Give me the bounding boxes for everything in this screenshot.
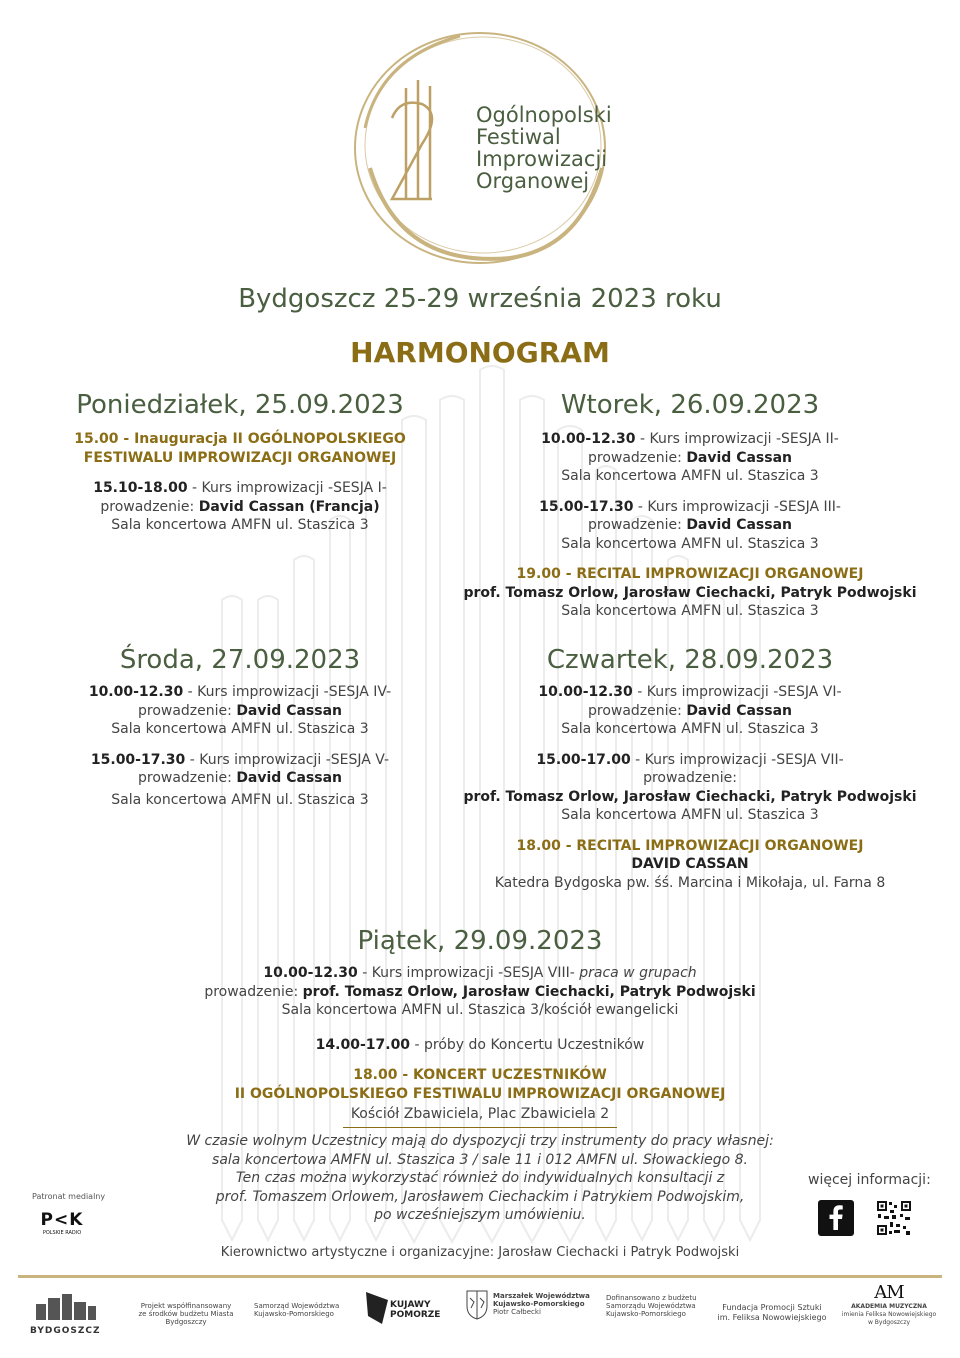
- sponsor-text: Marszałek Województwa: [493, 1292, 590, 1300]
- akademia-mark: AM: [874, 1282, 904, 1303]
- event-line: [40, 479, 440, 498]
- day-wednesday: [40, 645, 440, 809]
- sponsor-text: AKADEMIA MUZYCZNA: [851, 1303, 927, 1310]
- event-desc: - Kurs improwizacji -SESJA VI-: [632, 684, 842, 700]
- event-place: Sala koncertowa AMFN ul. Staszica 3/kościół ewangelicki: [281, 1002, 679, 1018]
- note-line: po wcześniejszym umówieniu.: [374, 1207, 586, 1223]
- sponsor-text: imienia Feliksa Nowowiejskiego: [841, 1311, 937, 1318]
- qr-code-icon[interactable]: [876, 1200, 912, 1236]
- event-line: [40, 683, 440, 702]
- patron-label: Patronat medialny: [32, 1192, 106, 1201]
- sponsor-text: Kujawsko-Pomorskiego: [606, 1310, 686, 1318]
- day-heading: Poniedziałek, 25.09.2023: [76, 390, 404, 420]
- event-people: prof. Tomasz Orlow, Jarosław Ciechacki, Patryk Podwojski: [463, 584, 917, 601]
- event-line: [0, 983, 960, 1002]
- event-people: DAVID CASSAN: [631, 856, 749, 872]
- note-line: prof. Tomaszem Orlowem, Jarosławem Ciechackim i Patrykiem Podwojskim,: [215, 1188, 745, 1205]
- bydgoszcz-wordmark: BYDGOSZCZ: [30, 1326, 101, 1336]
- event-time: 15.00-17.30: [539, 498, 634, 515]
- day-friday: [0, 926, 960, 1128]
- kujawy-pomorze-logo: [362, 1288, 452, 1328]
- sponsor-text: Dofinansowano z budżetu: [606, 1294, 697, 1302]
- festival-logo-text: [476, 104, 612, 192]
- sponsor-text: Samorządu Województwa: [606, 1302, 696, 1310]
- event-place: Sala koncertowa AMFN ul. Staszica 3: [561, 721, 819, 737]
- bydgoszcz-emblem-icon: [30, 1290, 100, 1322]
- event-title: 15.00 - Inauguracja II OGÓLNOPOLSKIEGO: [74, 431, 406, 447]
- page-subtitle: Bydgoszcz 25-29 września 2023 roku: [238, 284, 722, 314]
- coat-of-arms-icon: [466, 1290, 488, 1320]
- event-place: Sala koncertowa AMFN ul. Staszica 3: [561, 535, 819, 552]
- event-time: 10.00-12.30: [263, 965, 358, 981]
- event-time: 15.00-17.30: [90, 751, 186, 768]
- lead-label: prowadzenie:: [204, 983, 303, 1000]
- patron-logo-mark: P<K: [40, 1210, 84, 1230]
- event-line: [460, 683, 920, 702]
- lead-name: David Cassan: [686, 702, 793, 719]
- sponsor-text: Samorząd Województwa: [254, 1302, 340, 1310]
- logo-line-2: Festiwal: [476, 125, 561, 149]
- polskie-radio-logo: [40, 1210, 84, 1236]
- artistic-direction: Kierownictwo artystyczne i organizacyjne: Jarosław Ciechacki i Patryk Podwojski: [220, 1245, 740, 1260]
- lead-label: prowadzenie:: [643, 770, 737, 786]
- event-place: Sala koncertowa AMFN ul. Staszica 3: [111, 791, 369, 808]
- event-time: 14.00-17.00: [315, 1036, 411, 1053]
- lead-label: prowadzenie:: [137, 702, 237, 719]
- event-desc: - Kurs improwizacji -SESJA VIII-: [357, 965, 580, 981]
- footer-divider: [18, 1275, 942, 1278]
- sponsor-text: POMORZE: [390, 1310, 441, 1320]
- event-place: Sala koncertowa AMFN ul. Staszica 3: [561, 468, 819, 484]
- lead-name: prof. Tomasz Orlow, Jarosław Ciechacki, Patryk Podwojski: [463, 788, 917, 805]
- kujawy-emblem-icon: [362, 1290, 392, 1326]
- lead-label: prowadzenie:: [100, 498, 199, 515]
- event-title: 18.00 - KONCERT UCZESTNIKÓW: [353, 1067, 607, 1083]
- sponsor-text: Piotr Całbecki: [493, 1308, 541, 1316]
- event-line: [460, 430, 920, 449]
- event-place: Sala koncertowa AMFN ul. Staszica 3: [561, 603, 819, 619]
- event-line: [460, 516, 920, 535]
- event-place: Kościół Zbawiciela, Plac Zbawiciela 2: [343, 1105, 617, 1128]
- event-line: [40, 498, 440, 517]
- event-place: Sala koncertowa AMFN ul. Staszica 3: [111, 517, 369, 533]
- lead-name: David Cassan: [686, 517, 793, 533]
- day-monday: [40, 390, 440, 535]
- day-tuesday: [460, 390, 920, 621]
- sponsor-text: ze środków budżetu Miasta Bydgoszczy: [138, 1310, 234, 1326]
- day-heading: Piątek, 29.09.2023: [357, 926, 603, 956]
- sponsor-fundacja: [716, 1303, 828, 1323]
- event-desc: - Kurs improwizacji -SESJA IV-: [183, 684, 392, 700]
- akademia-logo: [834, 1282, 944, 1327]
- event-title: 19.00 - RECITAL IMPROWIZACJI ORGANOWEJ: [516, 566, 864, 582]
- event-line: [460, 449, 920, 468]
- event-place: Katedra Bydgoska pw. śś. Marcina i Mikołaja, ul. Farna 8: [494, 874, 886, 891]
- lead-label: prowadzenie:: [587, 449, 687, 466]
- event-line: [40, 751, 440, 770]
- lead-name: David Cassan: [686, 449, 793, 466]
- event-time: 10.00-12.30: [88, 684, 184, 700]
- event-desc: - próby do Koncertu Uczestników: [410, 1036, 645, 1053]
- lead-name: prof. Tomasz Orlow, Jarosław Ciechacki, Patryk Podwojski: [302, 983, 756, 1000]
- event-desc: - Kurs improwizacji -SESJA VII-: [630, 751, 844, 768]
- event-place: Sala koncertowa AMFN ul. Staszica 3: [111, 721, 369, 737]
- day-thursday: [460, 645, 920, 892]
- event-title: 18.00 - RECITAL IMPROWIZACJI ORGANOWEJ: [516, 837, 864, 854]
- logo-line-3: Improwizacji: [476, 147, 608, 171]
- event-time: 10.00-12.30: [541, 431, 636, 447]
- logo-line-4: Organowej: [476, 169, 590, 193]
- event-line: [0, 964, 960, 983]
- lead-label: prowadzenie:: [587, 517, 687, 533]
- event-time: 15.10-18.00: [93, 480, 188, 496]
- sponsor-text: Kujawsko-Pomorskiego: [493, 1300, 585, 1308]
- logo-number: [384, 84, 385, 85]
- sponsor-text: Fundacja Promocji Sztuki: [722, 1303, 822, 1312]
- lead-label: prowadzenie:: [137, 770, 237, 786]
- event-line: [460, 498, 920, 517]
- sponsor-project: [126, 1302, 246, 1326]
- facebook-icon[interactable]: [818, 1200, 854, 1236]
- note-line: sala koncertowa AMFN ul. Staszica 3 / sale 11 i 012 AMFN ul. Słowackiego 8.: [212, 1151, 748, 1168]
- event-title: FESTIWALU IMPROWIZACJI ORGANOWEJ: [83, 449, 397, 466]
- lead-name: David Cassan: [236, 770, 343, 786]
- event-desc: - Kurs improwizacji -SESJA II-: [635, 431, 839, 447]
- event-line: [40, 702, 440, 721]
- event-line: [460, 751, 920, 770]
- day-heading: Wtorek, 26.09.2023: [560, 390, 820, 420]
- note-line: Ten czas można wykorzystać również do indywidualnych konsultacji z: [235, 1170, 725, 1186]
- event-desc: - Kurs improwizacji -SESJA V-: [185, 751, 390, 768]
- lead-name: David Cassan: [236, 702, 343, 719]
- event-time: 10.00-12.30: [538, 684, 633, 700]
- event-line: [460, 702, 920, 721]
- sponsor-text: im. Feliksa Nowowiejskiego: [717, 1313, 827, 1322]
- event-line: [40, 769, 440, 788]
- day-heading: Środa, 27.09.2023: [119, 645, 361, 675]
- more-info-label: więcej informacji:: [808, 1172, 931, 1188]
- sponsor-text: w Bydgoszczy: [867, 1319, 911, 1326]
- day-heading: Czwartek, 28.09.2023: [546, 645, 834, 675]
- page-title: HARMONOGRAM: [350, 336, 610, 369]
- sponsor-text: KUJAWY: [390, 1300, 431, 1310]
- logo-line-1: Ogólnopolski: [476, 103, 612, 127]
- sponsor-text: Projekt współfinansowany: [140, 1302, 232, 1310]
- sponsor-dofinansowano: [606, 1294, 706, 1318]
- patron-logo-sub: POLSKIE RADIO: [42, 1230, 82, 1236]
- sponsor-marszalek: [493, 1292, 593, 1316]
- event-title: II OGÓLNOPOLSKIEGO FESTIWALU IMPROWIZACJI ORGANOWEJ: [234, 1085, 726, 1102]
- note-line: W czasie wolnym Uczestnicy mają do dyspozycji trzy instrumenty do pracy własnej:: [186, 1133, 774, 1149]
- event-time: 15.00-17.00: [536, 751, 631, 768]
- lead-name: David Cassan (Francja): [198, 498, 380, 515]
- sponsor-samorzad: [254, 1302, 354, 1318]
- bydgoszcz-logo: [30, 1290, 100, 1336]
- lead-label: prowadzenie:: [587, 702, 687, 719]
- event-place: Sala koncertowa AMFN ul. Staszica 3: [561, 807, 819, 823]
- event-line: [0, 1036, 960, 1055]
- event-note: praca w grupach: [579, 965, 697, 981]
- sponsor-text: Kujawsko-Pomorskiego: [254, 1310, 334, 1318]
- event-desc: - Kurs improwizacji -SESJA III-: [633, 498, 841, 515]
- event-desc: - Kurs improwizacji -SESJA I-: [187, 480, 387, 496]
